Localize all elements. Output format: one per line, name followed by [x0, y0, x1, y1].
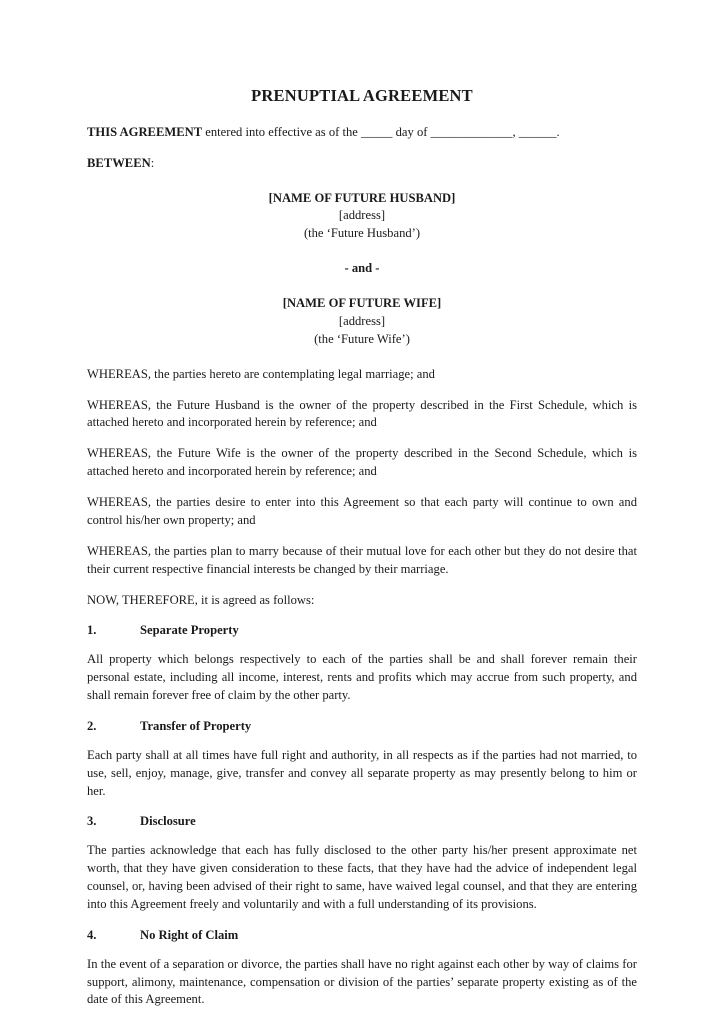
- between-label: BETWEEN: [87, 155, 151, 170]
- clause-number: 3.: [87, 814, 97, 829]
- recital-clause: WHEREAS, the Future Husband is the owner of the property described in the First Schedule, which is attached hereto and incorporated herein by reference; and: [87, 397, 637, 430]
- clause-body-4: In the event of a separation or divorce, the parties shall have no right against each other by way of claims for support, alimony, maintenance, compensation or division of the parties’ separate property existing as of the date of this Agreement.: [87, 956, 637, 1007]
- husband-address: [address]: [338, 208, 386, 223]
- clause-heading-1: [87, 622, 637, 640]
- clause-title: Separate Property: [140, 623, 239, 638]
- spacer: [87, 173, 637, 190]
- agreement-intro-text: entered into effective as of the _____ day of _____________, ______.: [202, 124, 560, 139]
- spacer: [87, 945, 637, 956]
- party-separator: - and -: [344, 261, 380, 276]
- clause-heading-3: [87, 813, 637, 831]
- clause-heading-2: [87, 718, 637, 736]
- recital-clause: WHEREAS, the parties hereto are contemplating legal marriage; and: [87, 366, 435, 381]
- spacer: [87, 384, 637, 397]
- spacer: [87, 800, 637, 813]
- clause-number: 4.: [87, 927, 97, 942]
- between-colon: :: [150, 155, 155, 170]
- spacer: [87, 481, 637, 494]
- spacer: [87, 705, 637, 718]
- spacer: [87, 432, 637, 445]
- clause-heading-4: [87, 927, 637, 945]
- page-title: PRENUPTIAL AGREEMENT: [251, 86, 473, 105]
- clause-title: No Right of Claim: [140, 927, 239, 942]
- spacer: [87, 914, 637, 927]
- wife-address: [address]: [338, 313, 386, 328]
- clause-body-3: The parties acknowledge that each has fully disclosed to the other party his/her present approximate net worth, that they have given consideration to these facts, that they have had the advice of independent legal counsel, or, having been advised of their right to same, have waived legal counsel, and that they are entering into this Agreement freely and voluntarily and with a full understanding of its provisions.: [87, 843, 637, 911]
- spacer: [87, 579, 637, 592]
- clause-body-1: All property which belongs respectively to each of the parties shall be and shall forever remain their personal estate, including all income, interest, rents and profits which may accrue from such property, and shall remain forever free of claim by the other party.: [87, 652, 637, 703]
- spacer: [87, 831, 637, 842]
- recital-clause: WHEREAS, the Future Wife is the owner of the property described in the Second Schedule, which is attached hereto and incorporated herein by reference; and: [87, 446, 637, 479]
- between-paragraph: [87, 155, 637, 173]
- clause-number: 2.: [87, 718, 97, 733]
- spacer: [87, 278, 637, 295]
- husband-name: [NAME OF FUTURE HUSBAND]: [268, 190, 456, 205]
- recital-clause: WHEREAS, the parties plan to marry because of their mutual love for each other but they do not desire that their current respective financial interests be changed by their marriage.: [87, 543, 637, 576]
- spacer: [87, 530, 637, 543]
- clause-body-2: Each party shall at all times have full right and authority, in all respects as if the parties had not married, to use, sell, enjoy, manage, give, transfer and convey all separate property as may presently belong to him or her.: [87, 747, 637, 798]
- spacer: [87, 736, 637, 747]
- spacer: [87, 142, 637, 155]
- wife-definition: (the ‘Future Wife’): [314, 331, 410, 346]
- operative-lead-in: NOW, THEREFORE, it is agreed as follows:: [87, 592, 315, 607]
- husband-definition: (the ‘Future Husband’): [303, 226, 421, 241]
- spacer: [87, 640, 637, 651]
- clause-title: Transfer of Property: [140, 718, 252, 733]
- recital-clause: WHEREAS, the parties desire to enter into this Agreement so that each party will continue to own and control his/her own property; and: [87, 495, 637, 527]
- agreement-intro-paragraph: [87, 124, 637, 142]
- clause-title: Disclosure: [140, 814, 196, 829]
- spacer: [87, 349, 637, 366]
- wife-name: [NAME OF FUTURE WIFE]: [282, 296, 442, 311]
- agreement-intro-label: THIS AGREEMENT: [87, 124, 203, 139]
- spacer: [87, 243, 637, 260]
- spacer: [87, 609, 637, 622]
- clause-number: 1.: [87, 623, 97, 638]
